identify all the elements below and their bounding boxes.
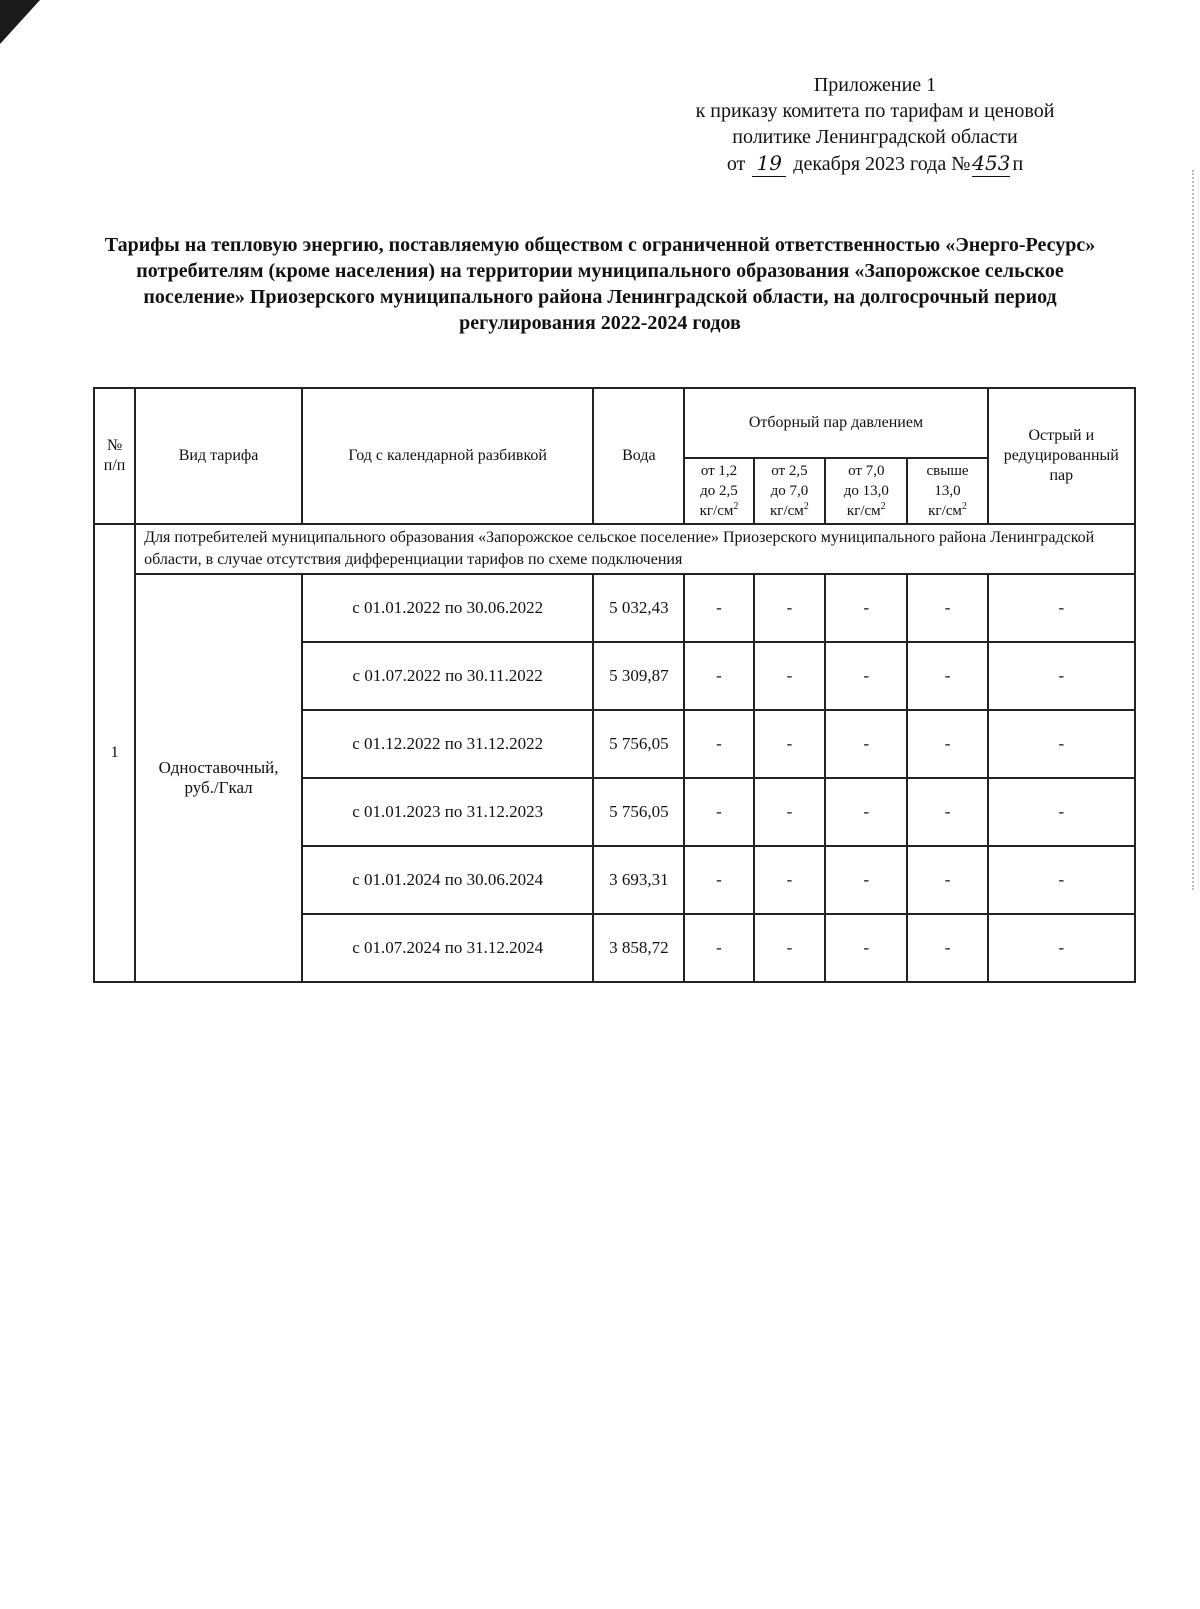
period-cell: с 01.07.2024 по 31.12.2024	[302, 914, 593, 982]
date-prefix: от	[726, 153, 746, 175]
steam-value: -	[754, 778, 825, 846]
header-steam-col-1: от 1,2 до 2,5 $кг/см^2$	[684, 458, 753, 524]
sharp-steam-value: -	[988, 710, 1135, 778]
steam-value: -	[907, 574, 987, 642]
steam-value: -	[684, 914, 753, 982]
header-steam-col-2: от 2,5 до 7,0 $кг/см^2$	[754, 458, 825, 524]
water-value: 5 309,87	[593, 642, 684, 710]
steam-value: -	[684, 574, 753, 642]
header-steam-group: Отборный пар давлением	[684, 388, 987, 458]
steam-value: -	[907, 710, 987, 778]
steam-value: -	[825, 914, 907, 982]
steam-value: -	[754, 914, 825, 982]
header-period: Год с календарной разбивкой	[302, 388, 593, 524]
steam-value: -	[754, 846, 825, 914]
tariff-table	[93, 387, 1136, 983]
date-middle: декабря 2023 года №	[793, 153, 971, 175]
header-tariff-type: Вид тарифа	[135, 388, 302, 524]
sharp-steam-value: -	[988, 778, 1135, 846]
sharp-steam-value: -	[988, 846, 1135, 914]
steam-value: -	[907, 778, 987, 846]
steam-value: -	[754, 710, 825, 778]
scan-corner-mark	[0, 0, 40, 44]
water-value: 5 756,05	[593, 710, 684, 778]
steam-value: -	[754, 574, 825, 642]
steam-value: -	[684, 710, 753, 778]
section-row	[94, 524, 1135, 574]
steam-value: -	[684, 778, 753, 846]
sharp-steam-value: -	[988, 574, 1135, 642]
steam-value: -	[907, 642, 987, 710]
tariff-type-cell: Одноставочный, руб./Гкал	[135, 574, 302, 982]
handwritten-day: 19	[752, 150, 786, 177]
period-cell: с 01.01.2024 по 30.06.2024	[302, 846, 593, 914]
steam-value: -	[825, 710, 907, 778]
period-cell: с 01.01.2022 по 30.06.2022	[302, 574, 593, 642]
section-description: Для потребителей муниципального образования «Запорожское сельское поселение» Приозерского муниципального района Ленинградской области, в случае отсутствия дифференциации тарифов по схеме подключения	[135, 524, 1135, 574]
steam-value: -	[684, 642, 753, 710]
section-number: 1	[94, 524, 135, 982]
appendix-header	[640, 72, 1110, 177]
number-suffix: п	[1012, 153, 1024, 175]
appendix-line-2: к приказу комитета по тарифам и ценовой	[695, 100, 1055, 122]
scan-edge-mark	[1192, 170, 1196, 890]
sharp-steam-value: -	[988, 914, 1135, 982]
header-row	[94, 388, 1135, 458]
steam-value: -	[907, 846, 987, 914]
steam-value: -	[825, 642, 907, 710]
period-cell: с 01.07.2022 по 30.11.2022	[302, 642, 593, 710]
water-value: 3 858,72	[593, 914, 684, 982]
table-row	[94, 574, 1135, 642]
header-steam-col-3: от 7,0 до 13,0 $кг/см^2$	[825, 458, 907, 524]
period-cell: с 01.12.2022 по 31.12.2022	[302, 710, 593, 778]
document-title: Тарифы на тепловую энергию, поставляемую обществом с ограниченной ответственностью «Энерго-Ресурс» потребителям (кроме населения) на территории муниципального образования «Запорожское сельское поселение» Приозерского муниципального района Ленинградской области, на долгосрочный период регулирования 2022-2024 годов	[104, 234, 1096, 334]
appendix-date-line	[640, 150, 1110, 177]
period-cell: с 01.01.2023 по 31.12.2023	[302, 778, 593, 846]
sharp-steam-value: -	[988, 642, 1135, 710]
header-num: № п/п	[94, 388, 135, 524]
appendix-line-1: Приложение 1	[813, 74, 937, 96]
steam-value: -	[825, 778, 907, 846]
water-value: 5 032,43	[593, 574, 684, 642]
steam-value: -	[754, 642, 825, 710]
appendix-line-3: политике Ленинградской области	[732, 126, 1018, 148]
handwritten-order-number: 453	[972, 151, 1011, 175]
steam-value: -	[907, 914, 987, 982]
water-value: 5 756,05	[593, 778, 684, 846]
header-steam-col-4: свыше 13,0 $кг/см^2$	[907, 458, 987, 524]
header-water: Вода	[593, 388, 684, 524]
water-value: 3 693,31	[593, 846, 684, 914]
steam-value: -	[825, 846, 907, 914]
header-sharp-steam: Острый и редуцированный пар	[988, 388, 1135, 524]
steam-value: -	[825, 574, 907, 642]
steam-value: -	[684, 846, 753, 914]
